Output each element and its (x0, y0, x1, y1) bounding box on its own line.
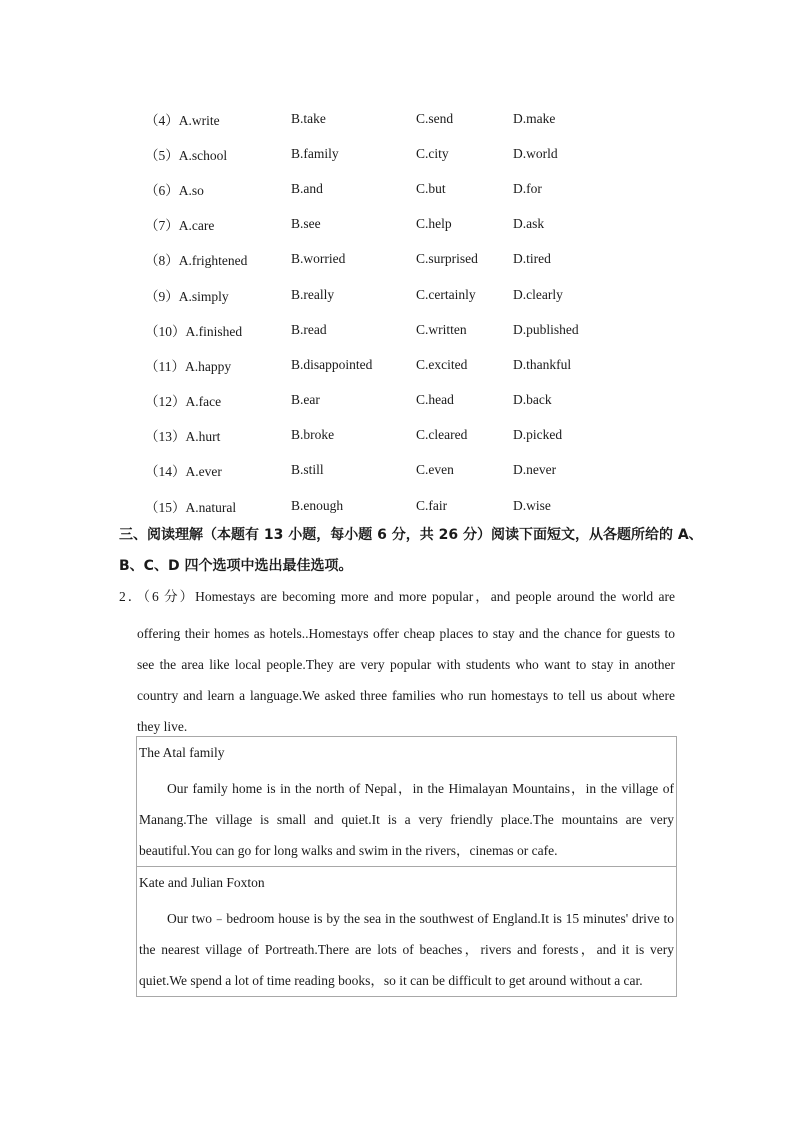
option-d: D.ask (513, 216, 545, 232)
option-a-cell (145, 383, 291, 418)
option-d: D.clearly (513, 286, 563, 302)
option-a-cell (145, 207, 291, 242)
option-row (145, 312, 613, 347)
option-b: B.worried (291, 251, 346, 267)
option-b: B.read (291, 321, 327, 337)
option-row (145, 242, 613, 277)
option-a-cell (145, 171, 291, 206)
option-row (145, 136, 613, 171)
question-number: （7） (145, 218, 179, 234)
option-d: D.make (513, 110, 556, 126)
family-name: The Atal family (139, 745, 225, 760)
option-row (145, 101, 613, 136)
option-c: C.excited (416, 356, 468, 372)
option-c: C.head (416, 392, 454, 408)
section-heading-line1: 三、阅读理解（本题有 13 小题，每小题 6 分，共 26 分）阅读下面短文，从各题所给的 A、 (119, 527, 703, 543)
section-heading-line2: B、C、D 四个选项中选出最佳选项。 (119, 558, 353, 574)
family-cell-foxton (137, 866, 676, 996)
option-d: D.world (513, 145, 558, 161)
option-row (145, 347, 613, 382)
option-c: C.fair (416, 497, 448, 513)
option-row (145, 488, 613, 523)
option-b: B.family (291, 145, 339, 161)
option-a: A.finished (185, 323, 243, 339)
option-a: A.happy (185, 358, 232, 374)
family-table (136, 736, 677, 997)
option-a: A.so (178, 182, 204, 198)
option-row (145, 207, 613, 242)
option-d: D.never (513, 462, 557, 478)
question-intro-line: 2．（6 分）Homestays are becoming more and more popular，and people around the world are (119, 589, 675, 604)
question-number: （9） (145, 288, 179, 304)
option-a-cell (145, 277, 291, 312)
option-row (145, 383, 613, 418)
option-a: A.natural (185, 499, 237, 515)
option-b: B.take (291, 110, 326, 126)
option-a-cell (145, 418, 291, 453)
question-number: （8） (145, 253, 179, 269)
option-c: C.help (416, 216, 452, 232)
option-a: A.frightened (178, 253, 248, 269)
option-a-cell (145, 242, 291, 277)
option-b: B.really (291, 286, 335, 302)
family-name: Kate and Julian Foxton (139, 875, 265, 890)
option-a: A.simply (178, 288, 229, 304)
option-c: C.even (416, 462, 454, 478)
option-d: D.published (513, 321, 579, 337)
option-a: A.care (178, 218, 215, 234)
option-b: B.still (291, 462, 324, 478)
question-number: （11） (145, 358, 185, 374)
option-c: C.written (416, 321, 467, 337)
option-a-cell (145, 488, 291, 523)
options-body (145, 101, 613, 523)
question-number: （14） (145, 464, 186, 480)
option-a-cell (145, 347, 291, 382)
option-c: C.but (416, 180, 446, 196)
option-a: A.write (178, 112, 220, 128)
option-c: C.send (416, 110, 454, 126)
option-a-cell (145, 453, 291, 488)
family-description: Our two﹣bedroom house is by the sea in the southwest of England.It is 15 minutes' drive to the nearest village of Portreath.There are lots of beaches，rivers and forests，and it is very quiet.We spend a lot of time reading books，so it can be difficult to get around without a car. (139, 911, 674, 988)
option-row (145, 171, 613, 206)
option-c: C.cleared (416, 427, 468, 443)
question-number: （5） (145, 147, 179, 163)
option-row (145, 277, 613, 312)
option-d: D.for (513, 180, 542, 196)
option-a-cell (145, 101, 291, 136)
option-d: D.tired (513, 251, 551, 267)
question-number: （15） (145, 499, 186, 515)
family-description: Our family home is in the north of Nepal，in the Himalayan Mountains，in the village of Manang.The village is small and quiet.It is a very friendly place.The mountains are very beautiful.You can go for long walks and swim in the rivers，cinemas or cafe. (139, 781, 674, 858)
option-row (145, 418, 613, 453)
option-b: B.enough (291, 497, 344, 513)
option-d: D.back (513, 392, 552, 408)
option-a: A.hurt (185, 429, 221, 445)
options-table (145, 101, 613, 523)
family-cell-atal (137, 737, 676, 866)
option-row (145, 453, 613, 488)
option-d: D.wise (513, 497, 551, 513)
option-c: C.surprised (416, 251, 478, 267)
question-number: （13） (145, 429, 186, 445)
option-d: D.thankful (513, 356, 572, 372)
option-b: B.ear (291, 392, 320, 408)
option-c: C.certainly (416, 286, 476, 302)
question-number: （12） (145, 394, 186, 410)
option-b: B.and (291, 180, 323, 196)
option-c: C.city (416, 145, 449, 161)
option-b: B.broke (291, 427, 335, 443)
option-b: B.disappointed (291, 356, 373, 372)
option-a: A.ever (185, 464, 222, 480)
option-a-cell (145, 136, 291, 171)
option-d: D.picked (513, 427, 563, 443)
option-a-cell (145, 312, 291, 347)
option-b: B.see (291, 216, 321, 232)
option-a: A.school (178, 147, 228, 163)
option-a: A.face (185, 394, 222, 410)
question-number: （6） (145, 182, 179, 198)
question-passage: offering their homes as hotels..Homestays offer cheap places to stay and the chance for guests to see the area like local people.They are very popular with students who want to stay in another country and learn a language.We asked three families who run homestays to tell us about where they live. (137, 626, 675, 734)
question-number: （4） (145, 112, 179, 128)
question-number: （10） (145, 323, 186, 339)
